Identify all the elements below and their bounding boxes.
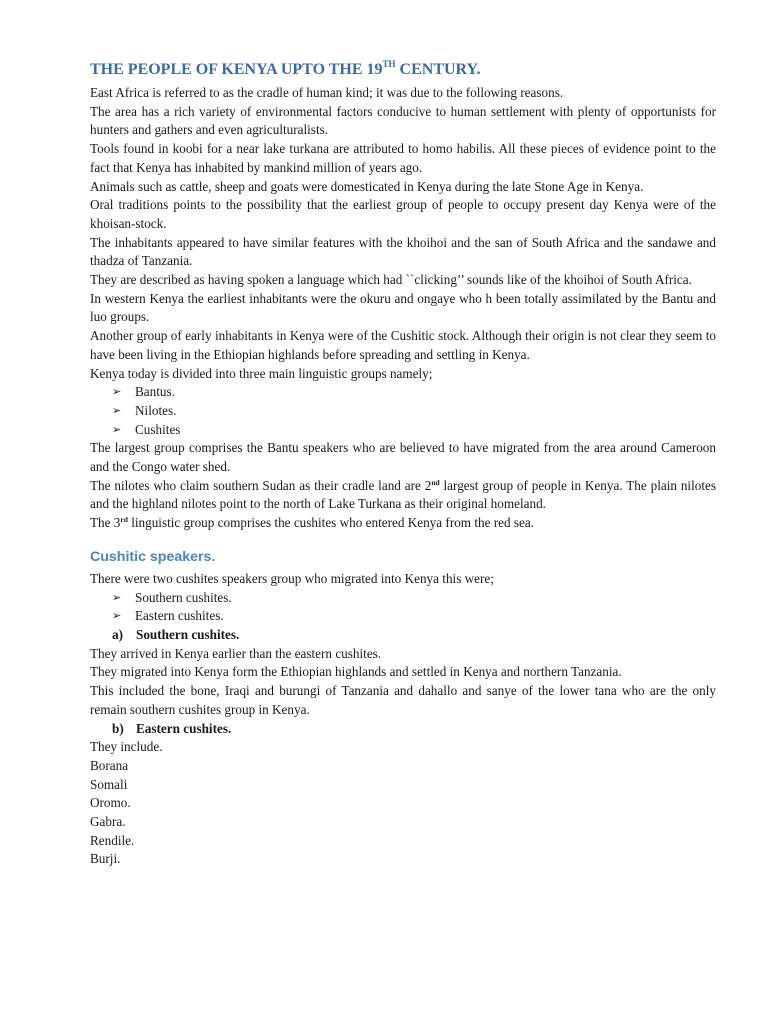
list-item: Oromo. xyxy=(90,795,131,811)
cushites-groups-list xyxy=(90,589,716,626)
title-superscript: TH xyxy=(382,59,396,69)
list-item: ➢ Bantus. xyxy=(112,383,716,402)
paragraph: They include. xyxy=(90,739,163,755)
paragraph: Animals such as cattle, sheep and goats were domesticated in Kenya during the late Stone Age in Kenya. xyxy=(90,178,644,194)
arrow-bullet-icon: ➢ xyxy=(112,591,122,604)
nilotes-paragraph: The nilotes who claim southern Sudan as their cradle land are 2nd largest group of people in Kenya. The plain nilotes and the highland nilotes point to the north of Lake Turkana as their original homeland. xyxy=(90,477,717,512)
arrow-bullet-icon: ➢ xyxy=(112,423,122,436)
title-tail: CENTURY. xyxy=(395,61,481,78)
paragraph: The area has a rich variety of environmental factors conducive to human settlement with plenty of opportunists for hunters and gathers and even agriculturalists. xyxy=(90,103,716,138)
arrow-bullet-icon: ➢ xyxy=(112,386,122,399)
list-item: ➢ Eastern cushites. xyxy=(112,607,716,626)
arrow-bullet-icon: ➢ xyxy=(112,404,122,417)
linguistic-groups-list xyxy=(90,383,716,439)
paragraph: They arrived in Kenya earlier than the eastern cushites. xyxy=(90,645,382,661)
paragraph: This included the bone, Iraqi and burungi of Tanzania and dahallo and sanye of the lower tana who are the only remain southern cushites group in Kenya. xyxy=(90,683,716,717)
subsection-heading-eastern: b) Eastern cushites. xyxy=(112,720,232,736)
list-item: Rendile. xyxy=(90,832,135,848)
list-item: Gabra. xyxy=(90,814,126,830)
title-main: THE PEOPLE OF KENYA UPTO THE 19 xyxy=(90,61,383,78)
paragraph: The inhabitants appeared to have similar features with the khoihoi and the san of South Africa and the sandawe and thadza of Tanzania. xyxy=(90,234,716,269)
paragraph: In western Kenya the earliest inhabitants were the okuru and ongaye who h been totally assimilated by the Bantu and luo groups. xyxy=(90,290,716,325)
list-item: ➢ Cushites xyxy=(112,421,716,440)
section-heading: Cushitic speakers. xyxy=(90,548,216,565)
cushites-paragraph: The 3rd linguistic group comprises the cushites who entered Kenya from the red sea. xyxy=(90,515,535,531)
subsection-heading-southern: a) Southern cushites. xyxy=(112,626,240,642)
list-item: ➢ Southern cushites. xyxy=(112,589,716,608)
list-item: Somali xyxy=(90,776,128,792)
paragraph: Another group of early inhabitants in Kenya were of the Cushitic stock. Although their origin is not clear they seem to have been living in the Ethiopian highlands before spreading and settling in Kenya. xyxy=(90,328,716,362)
arrow-bullet-icon: ➢ xyxy=(112,610,122,623)
paragraph: East Africa is referred to as the cradle of human kind; it was due to the following reasons. xyxy=(90,85,564,100)
page-title xyxy=(90,58,716,82)
paragraph: Kenya today is divided into three main linguistic groups namely; xyxy=(90,365,433,381)
paragraph: Oral traditions points to the possibility that the earliest group of people to occupy present day Kenya were of the khoisan-stock. xyxy=(90,197,716,231)
list-item: Borana xyxy=(90,757,129,773)
bantu-paragraph: The largest group comprises the Bantu speakers who are believed to have migrated from the area around Cameroon and the Congo water shed. xyxy=(90,440,716,475)
list-item: ➢ Nilotes. xyxy=(112,402,716,421)
paragraph: Tools found in koobi for a near lake turkana are attributed to homo habilis. All these pieces of evidence point to the fact that Kenya has inhabited by mankind million of years ago. xyxy=(90,141,716,175)
list-item: Burji. xyxy=(90,851,121,867)
paragraph: They are described as having spoken a language which had ``clicking’’ sounds like of the khoihoi of South Africa. xyxy=(90,272,692,288)
paragraph: They migrated into Kenya form the Ethiopian highlands and settled in Kenya and northern Tanzania. xyxy=(90,664,622,680)
paragraph: There were two cushites speakers group who migrated into Kenya this were; xyxy=(90,570,494,586)
document-page xyxy=(90,58,716,869)
